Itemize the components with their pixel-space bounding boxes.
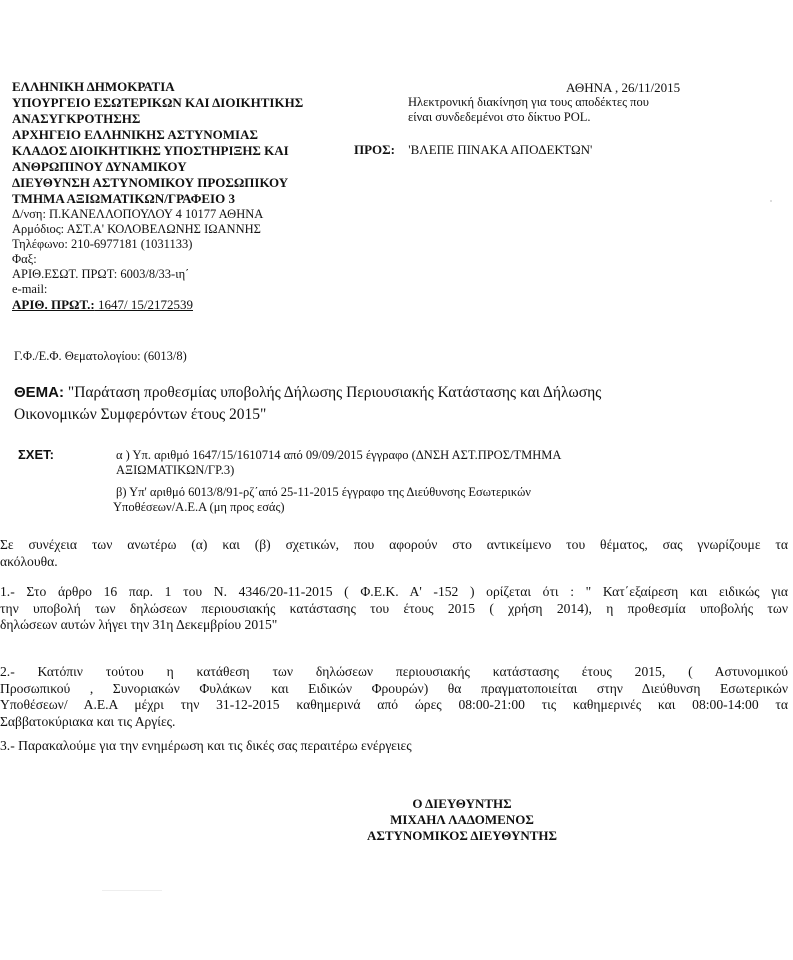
subject-text-2: Οικονομικών Συμφερόντων έτους 2015" bbox=[14, 406, 267, 423]
address-line: Δ/νση: Π.ΚΑΝΕΛΛΟΠΟΥΛΟΥ 4 10177 ΑΘΗΝΑ bbox=[12, 207, 264, 221]
fax-line: Φαξ: bbox=[12, 252, 37, 266]
p2-line-3: Υποθέσεων/ Α.Ε.Α μέχρι την 31-12-2015 καθημερινά από ώρες 08:00-21:00 τις καθημερινές και 08:00-14:00 τα bbox=[0, 697, 788, 712]
internal-protocol-line: ΑΡΙΘ.ΕΣΩΤ. ΠΡΩΤ: 6003/8/33-ιη΄ bbox=[12, 267, 190, 281]
header-line-republic: ΕΛΛΗΝΙΚΗ ΔΗΜΟΚΡΑΤΙΑ bbox=[12, 79, 175, 94]
related-b-line-1: β) Υπ' αριθμό 6013/8/91-ρζ΄από 25-11-2015 έγγραφο της Διεύθυνσης Εσωτερικών bbox=[116, 485, 531, 499]
signature-block bbox=[360, 796, 564, 844]
protocol-label: ΑΡΙΘ. ΠΡΩΤ.: bbox=[12, 297, 95, 312]
responsible-line: Αρμόδιος: ΑΣΤ.Α' ΚΟΛΟΒΕΛΩΝΗΣ ΙΩΑΝΝΗΣ bbox=[12, 222, 261, 236]
signature-rank: ΑΣΤΥΝΟΜΙΚΟΣ ΔΙΕΥΘΥΝΤΗΣ bbox=[366, 828, 558, 843]
header-line-ministry-cont: ΑΝΑΣΥΓΚΡΟΤΗΣΗΣ bbox=[12, 111, 141, 126]
header-line-ministry: ΥΠΟΥΡΓΕΙΟ ΕΣΩΤΕΡΙΚΩΝ ΚΑΙ ΔΙΟΙΚΗΤΙΚΗΣ bbox=[12, 95, 304, 110]
header-line-directorate: ΔΙΕΥΘΥΝΣΗ ΑΣΤΥΝΟΜΙΚΟΥ ΠΡΟΣΩΠΙΚΟΥ bbox=[12, 175, 289, 190]
scan-speck bbox=[102, 890, 162, 891]
paragraph-2 bbox=[0, 664, 788, 730]
phone-line: Τηλέφωνο: 210-6977181 (1031133) bbox=[12, 237, 193, 251]
p2-line-2: Προσωπικού , Συνοριακών Φυλάκων και Ειδικών Φρουρών) θα πραγματοποιείται στην Διεύθυνση Εσωτερικών bbox=[0, 680, 788, 696]
p1-line-1: 1.- Στο άρθρο 16 παρ. 1 του Ν. 4346/20-11-2015 ( Φ.Ε.Κ. Α' -152 ) ορίζεται ότι : " Κατ΄εξαίρεση και ειδικώς για bbox=[0, 584, 788, 599]
thematologio-line: Γ.Φ./Ε.Φ. Θεματολογίου: (6013/8) bbox=[14, 349, 187, 363]
paragraph-3 bbox=[0, 738, 788, 755]
signature-name: ΜΙΧΑΗΛ ΛΑΔΟΜΕΝΟΣ bbox=[390, 812, 534, 827]
protocol-value: 1647/ 15/2172539 bbox=[94, 297, 193, 312]
protocol-number-line bbox=[12, 297, 352, 312]
intro-paragraph bbox=[0, 537, 788, 570]
sender-header bbox=[12, 79, 352, 312]
intro-line-2: ακόλουθα. bbox=[0, 553, 58, 569]
paragraph-1 bbox=[0, 584, 788, 634]
date-line: ΑΘΗΝΑ , 26/11/2015 bbox=[566, 80, 681, 95]
to-value: 'ΒΛΕΠΕ ΠΙΝΑΚΑ ΑΠΟΔΕΚΤΩΝ' bbox=[408, 142, 593, 157]
signature-title: Ο ΔΙΕΥΘΥΝΤΗΣ bbox=[412, 796, 512, 811]
distribution-line-2: είναι συνδεδεμένοι στο δίκτυο POL. bbox=[408, 110, 591, 124]
related-b-line-2: Υποθέσεων/Α.Ε.Α (μη προς εσάς) bbox=[113, 500, 285, 514]
header-line-branch: ΚΛΑΔΟΣ ΔΙΟΙΚΗΤΙΚΗΣ ΥΠΟΣΤΗΡΙΞΗΣ ΚΑΙ bbox=[12, 143, 289, 158]
recipient-line bbox=[354, 142, 592, 158]
subject-line-1 bbox=[14, 383, 601, 403]
recipient-header bbox=[408, 80, 708, 125]
p2-line-4: Σαββατοκύριακα και τις Αργίες. bbox=[0, 713, 176, 729]
p2-line-1: 2.- Κατόπιν τούτου η κατάθεση των δηλώσεων περιουσιακής κατάστασης έτους 2015, ( Αστυνομικού bbox=[0, 664, 788, 679]
header-line-branch-cont: ΑΝΘΡΩΠΙΝΟΥ ΔΥΝΑΜΙΚΟΥ bbox=[12, 159, 187, 174]
distribution-line-1: Ηλεκτρονική διακίνηση για τους αποδέκτες που bbox=[408, 95, 649, 109]
related-a-line-2: ΑΞΙΩΜΑΤΙΚΩΝ/ΓΡ.3) bbox=[116, 463, 235, 477]
intro-line-1: Σε συνέχεια των ανωτέρω (α) και (β) σχετικών, που αφορούν στο αντικείμενο του θέματος, σας γνωρίζουμε τα bbox=[0, 537, 788, 552]
scan-speck bbox=[770, 200, 772, 202]
related-a-line-1: α ) Υπ. αριθμό 1647/15/1610714 από 09/09/2015 έγγραφο (ΔΝΣΗ ΑΣΤ.ΠΡΟΣ/ΤΜΗΜΑ bbox=[116, 448, 562, 462]
subject-text-1: "Παράταση προθεσμίας υποβολής Δήλωσης Περιουσιακής Κατάστασης και Δήλωσης bbox=[67, 384, 602, 401]
header-line-department: ΤΜΗΜΑ ΑΞΙΩΜΑΤΙΚΩΝ/ΓΡΑΦΕΙΟ 3 bbox=[12, 191, 235, 206]
header-line-hq: ΑΡΧΗΓΕΙΟ ΕΛΛΗΝΙΚΗΣ ΑΣΤΥΝΟΜΙΑΣ bbox=[12, 127, 258, 142]
p3-line: 3.- Παρακαλούμε για την ενημέρωση και τις δικές σας περαιτέρω ενέργειες bbox=[0, 738, 412, 753]
to-label: ΠΡΟΣ: bbox=[354, 142, 395, 157]
p1-line-2: την υποβολή των δηλώσεων περιουσιακής κατάστασης του έτους 2015 ( χρήση 2014), η προθεσμία υποβολής των bbox=[0, 600, 788, 616]
related-label: ΣΧΕΤ: bbox=[18, 447, 54, 462]
subject-label: ΘΕΜΑ: bbox=[14, 384, 64, 401]
p1-line-3: δηλώσεων αυτών λήγει την 31η Δεκεμβρίου 2015" bbox=[0, 617, 278, 632]
email-line: e-mail: bbox=[12, 282, 48, 296]
